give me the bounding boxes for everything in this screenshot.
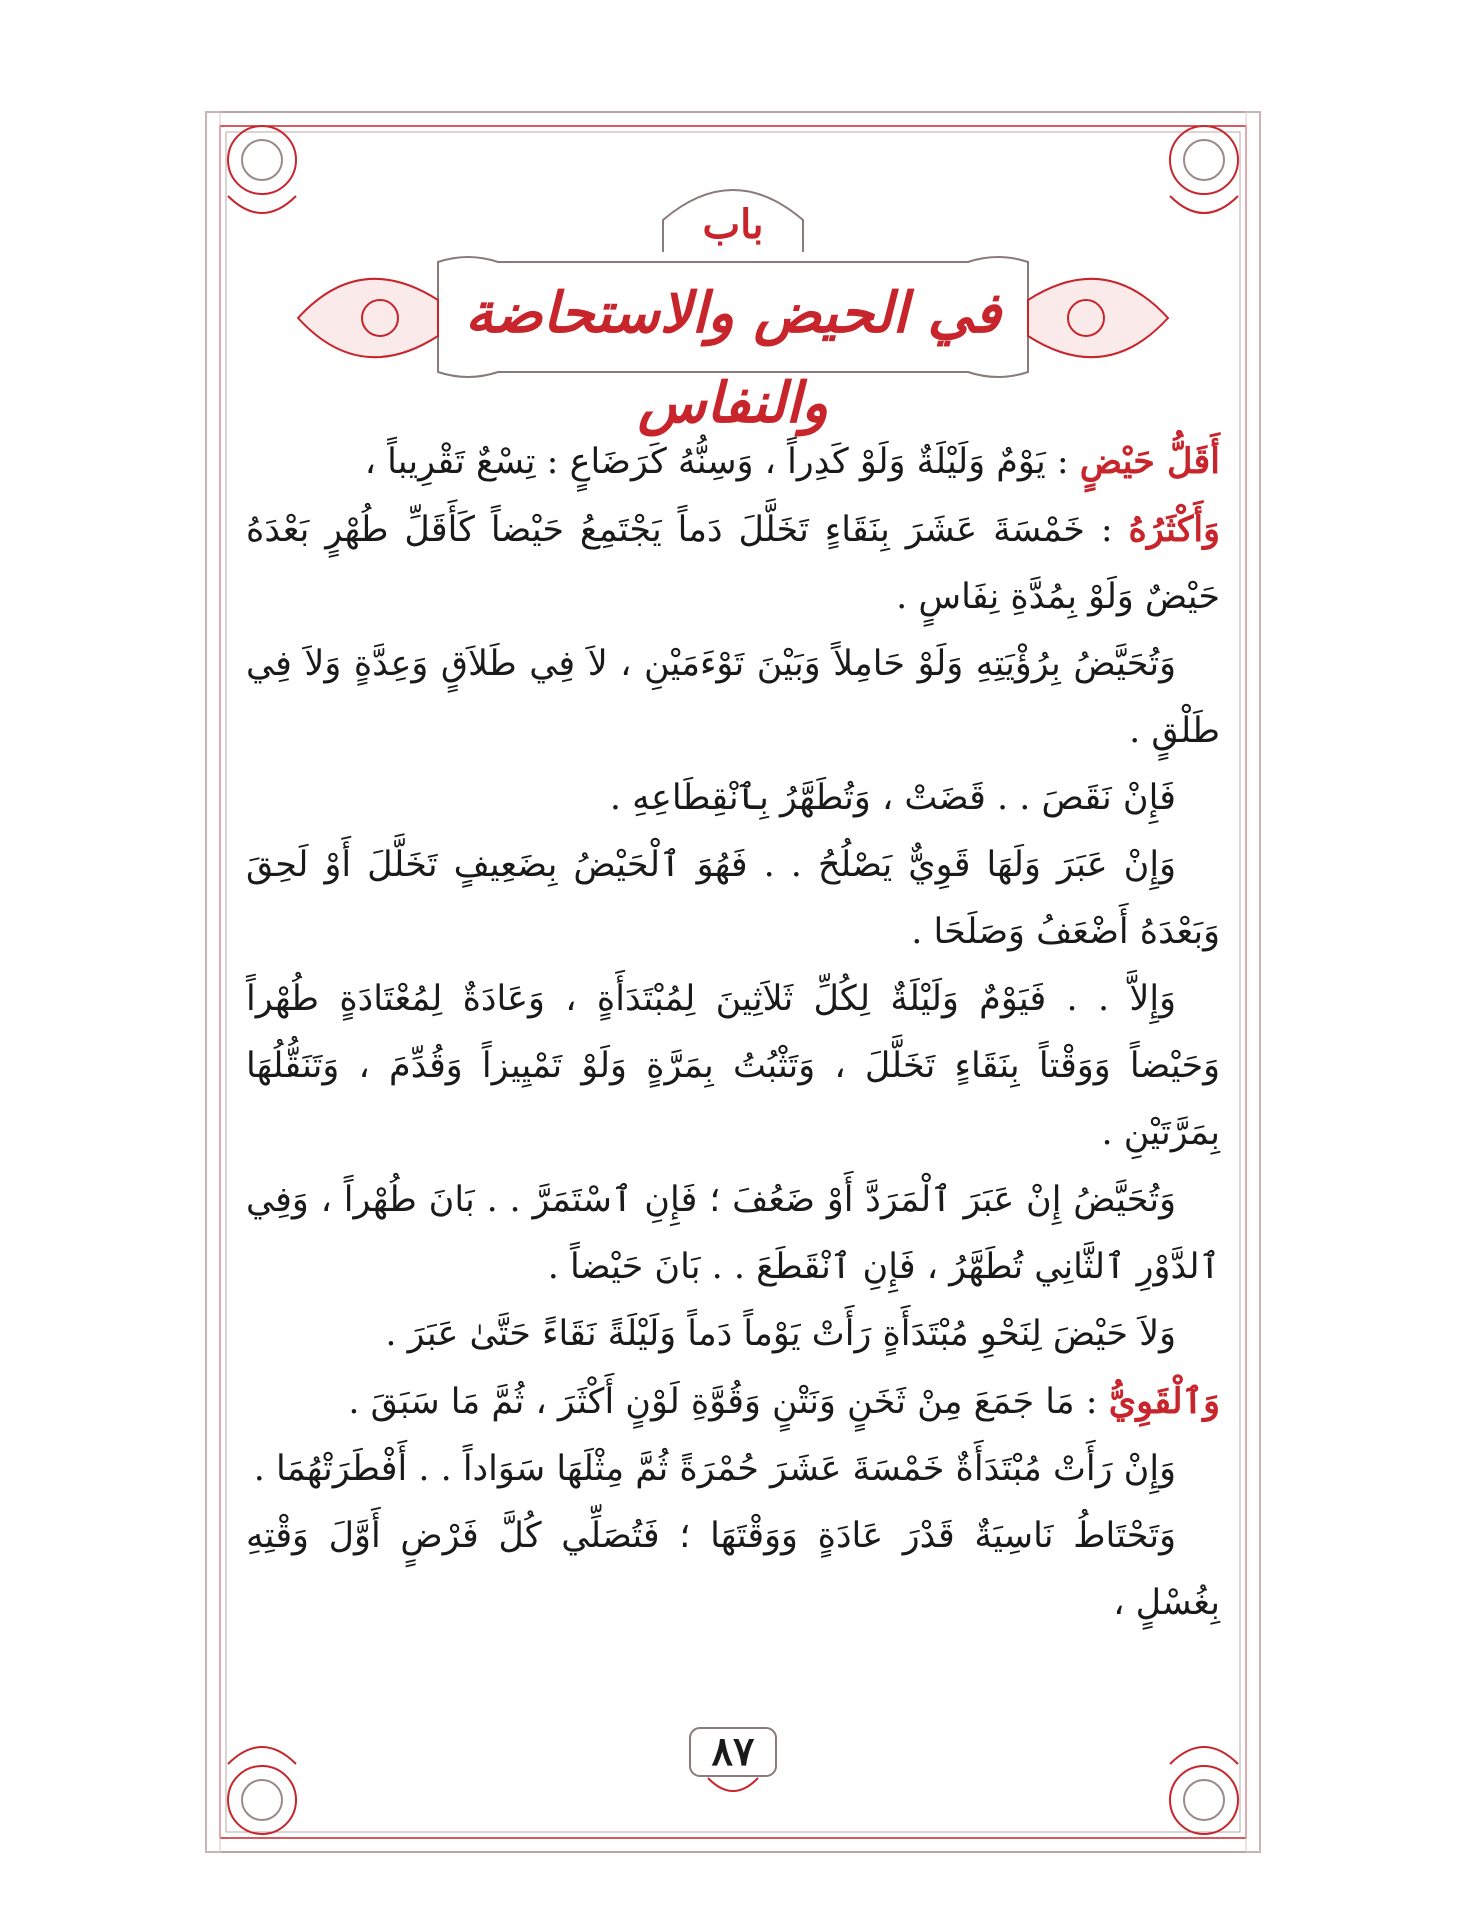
paragraph — [246, 966, 1220, 1167]
paragraph-text: وَلاَ حَيْضَ لِنَحْوِ مُبْتَدَأَةٍ رَأَتْ يَوْماً دَماً وَلَيْلَةً نَقَاءً حَتَّىٰ عَبَرَ . — [385, 1314, 1176, 1354]
paragraph-text: وَإِنْ عَبَرَ وَلَهَا قَوِيٌّ يَصْلُحُ . . فَهُوَ ٱلْحَيْضُ بِضَعِيفٍ تَخَلَّلَ أَوْ لَحِقَ وَبَعْدَهُ أَضْعَفُ وَصَلَحَا . — [246, 845, 1220, 952]
corner-ornament-bottom-right — [1170, 1747, 1238, 1834]
paragraph-text: وَتَحْتَاطُ نَاسِيَةٌ قَدْرَ عَادَةٍ وَوَقْتَهَا ؛ فَتُصَلِّي كُلَّ فَرْضٍ أَوَّلَ وَقْتِهِ بِغُسْلٍ ، — [246, 1516, 1220, 1623]
paragraph — [246, 631, 1220, 765]
paragraph — [246, 1503, 1220, 1637]
paragraph-text: : مَا جَمَعَ مِنْ ثَخَنٍ وَنَتْنٍ وَقُوَّةِ لَوْنٍ أَكْثَرَ ، ثُمَّ مَا سَبَقَ . — [348, 1382, 1109, 1422]
term-highlight: وَٱلْقَوِيُّ — [1108, 1381, 1220, 1422]
chapter-title: في الحيض والاستحاضة والنفاس — [465, 280, 1001, 436]
paragraph — [246, 1368, 1220, 1436]
corner-ornament-top-right — [1170, 126, 1238, 213]
paragraph — [246, 1436, 1220, 1503]
paragraph — [246, 1167, 1220, 1301]
page-number: ٨٧ — [711, 1728, 755, 1775]
paragraph-text: : يَوْمٌ وَلَيْلَةٌ وَلَوْ كَدِراً ، وَسِنُّهُ كَرَضَاعٍ : تِسْعٌ تَقْرِيباً ، — [364, 442, 1080, 482]
paragraph-text: : خَمْسَةَ عَشَرَ بِنَقَاءٍ تَخَلَّلَ دَماً يَجْتَمِعُ حَيْضاً كَأَقَلِّ طُهْرٍ بَعْدَهُ حَيْضٌ وَلَوْ بِمُدَّةِ نِفَاسٍ . — [246, 510, 1220, 617]
paragraph-text: وَتُحَيَّضُ إِنْ عَبَرَ ٱلْمَرَدَّ أَوْ ضَعُفَ ؛ فَإِنِ ٱسْتَمَرَّ . . بَانَ طُهْراً ، وَفِي ٱلدَّوْرِ ٱلثَّانِي تُطَهَّرُ ، فَإِنِ ٱنْقَطَعَ . . بَانَ حَيْضاً . — [246, 1180, 1220, 1287]
paragraph-text: فَإِنْ نَقَصَ . . قَضَتْ ، وَتُطَهَّرُ بِٱنْقِطَاعِهِ . — [609, 778, 1176, 818]
corner-ornament-bottom-left — [228, 1747, 296, 1834]
paragraph — [246, 832, 1220, 966]
corner-ornament-top-left — [228, 126, 296, 213]
paragraph — [246, 765, 1220, 832]
paragraph — [246, 496, 1220, 631]
term-highlight: أَقَلُّ حَيْضٍ — [1079, 441, 1220, 482]
term-highlight: وَأَكْثَرُهُ — [1128, 509, 1220, 550]
paragraph — [246, 1301, 1220, 1368]
paragraph — [246, 428, 1220, 496]
paragraph-text: وَإِلاَّ . . فَيَوْمٌ وَلَيْلَةٌ لِكُلِّ ثَلاَثِينَ لِمُبْتَدَأَةٍ ، وَعَادَةٌ لِمُعْتَادَةٍ طُهْراً وَحَيْضاً وَوَقْتاً بِنَقَاءٍ تَخَلَّلَ ، وَتَثْبُتُ بِمَرَّةٍ وَلَوْ تَمْيِيزاً وَقُدِّمَ ، وَتَنَقُّلُهَا بِمَرَّتَيْنِ . — [246, 979, 1220, 1153]
body-text — [246, 428, 1220, 1637]
paragraph-text: وَتُحَيَّضُ بِرُؤْيَتِهِ وَلَوْ حَامِلاً وَبَيْنَ تَوْءَمَيْنِ ، لاَ فِي طَلاَقٍ وَعِدَّةٍ وَلاَ فِي طَلْقٍ . — [246, 644, 1220, 751]
paragraph-text: وَإِنْ رَأَتْ مُبْتَدَأَةٌ خَمْسَةَ عَشَرَ حُمْرَةً ثُمَّ مِثْلَهَا سَوَاداً . . أَفْطَرَتْهُمَا . — [253, 1449, 1176, 1489]
bab-heading: باب — [702, 201, 764, 248]
